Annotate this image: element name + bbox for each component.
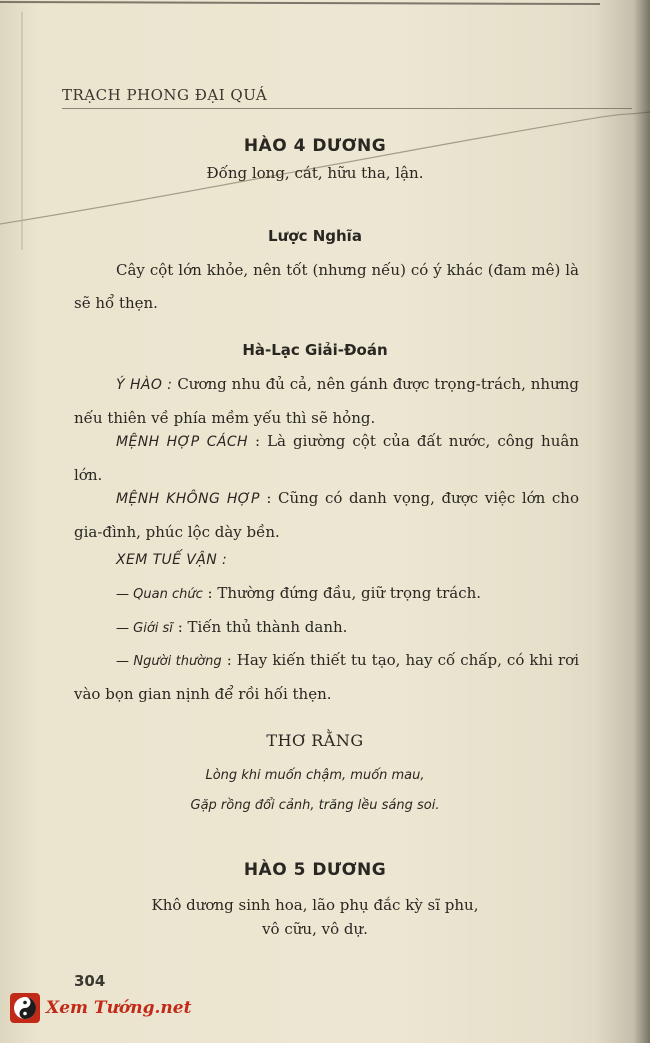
xem-tue-van-label: XEM TUẾ VẬN : [116, 552, 228, 568]
tue-van-item-text: : Thường đứng đầu, giữ trọng trách. [207, 584, 482, 602]
running-head: TRẠCH PHONG ĐẠI QUÁ [62, 86, 268, 104]
tue-van-item-text: : Tiến thủ thành danh. [177, 618, 348, 636]
tue-van-item-label: — Người thường [116, 654, 222, 669]
luoc-nghia-heading: Lược Nghĩa [268, 227, 362, 245]
watermark [10, 990, 191, 1026]
page-edge-shadow [595, 0, 650, 1043]
y-hao-label: Ý HÀO : [116, 377, 173, 393]
tue-van-item [74, 577, 579, 611]
menh-khong-label: MỆNH KHÔNG HỢP [116, 491, 260, 507]
hao5-verse-line: Khô dương sinh hoa, lão phụ đắc kỳ sĩ phu, [151, 896, 479, 914]
poem-line: Gặp rồng đổi cảnh, trăng lều sáng soi. [190, 798, 440, 813]
watermark-text: Xem Tướng.net [46, 998, 192, 1018]
hao4-verse: Đống long, cát, hữu tha, lận. [206, 164, 424, 182]
hao4-title: HÀO 4 DƯƠNG [243, 136, 387, 156]
running-head-rule [62, 108, 632, 109]
paper-fold-crease [0, 0, 650, 260]
tue-van-item [74, 644, 579, 711]
xem-tue-van [74, 543, 579, 577]
page-number: 304 [74, 972, 106, 990]
tue-van-item-label: — Giới sĩ [116, 621, 173, 636]
poem-line: Lòng khi muốn chậm, muốn mau, [205, 768, 425, 783]
tue-van-item-text: : Hay kiến thiết tu tạo, hay cố chấp, có khi rơi vào bọn gian nịnh để rồi hối thẹn. [74, 651, 579, 703]
hao5-title: HÀO 5 DƯƠNG [243, 860, 387, 880]
tho-rang-heading: THƠ RẰNG [266, 731, 364, 750]
hao5-verse-line: vô cữu, vô dự. [262, 920, 368, 938]
y-hao-text: Cương nhu đủ cả, nên gánh được trọng-trách, nhưng nếu thiên về phía mềm yếu thì sẽ hỏng. [74, 375, 579, 427]
menh-khong-text: : Cũng có danh vọng, được việc lớn cho gia-đình, phúc lộc dày bền. [74, 489, 579, 541]
tue-van-item [74, 611, 579, 645]
menh-hop-label: MỆNH HỢP CÁCH [116, 434, 248, 450]
yin-yang-icon [10, 993, 40, 1023]
menh-khong-paragraph [74, 482, 579, 549]
tue-van-item-label: — Quan chức [116, 587, 203, 602]
menh-hop-text: : Là giường cột của đất nước, công huân lớn. [74, 432, 579, 484]
ha-lac-heading: Hà-Lạc Giải-Đoán [242, 341, 388, 359]
luoc-nghia-text: Cây cột lớn khỏe, nên tốt (nhưng nếu) có ý khác (đam mê) là sẽ hổ thẹn. [74, 261, 579, 312]
